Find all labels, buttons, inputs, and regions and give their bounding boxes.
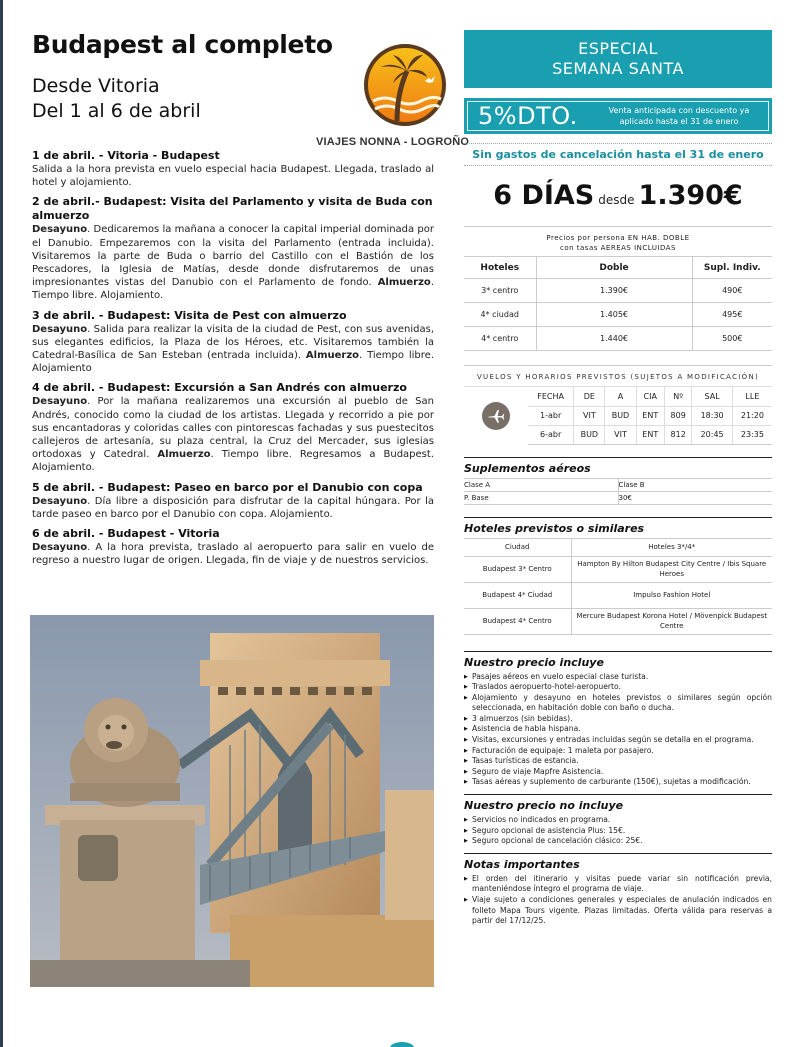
day-description [32, 495, 434, 521]
list-item: ▶ Tasas turísticas de estancia. [464, 756, 772, 767]
flight-date: 6-abr [528, 425, 574, 444]
special-line2: SEMANA SANTA [552, 59, 684, 78]
column-header: CIA [636, 387, 664, 406]
excludes-list [464, 815, 772, 851]
column-header: Supl. Indiv. [692, 257, 772, 279]
day-text: . Por la mañana realizaremos una excursión al pueblo de San Andrés, conocido como la ciudad de los artistas. Llegada y recorrido a pie por sus encantadoras y coloridas calles con pintorescas fachadas y sus puestecitos callejeros de artesanía, su plaza central, la Cruz del Mercader, sus iglesias ortodoxas y Catedral. [32, 396, 434, 461]
flights-section [464, 365, 772, 445]
itinerary-day [32, 381, 434, 474]
table-row [528, 406, 772, 425]
day-title: 6 de abril. - Budapest - Vitoria [32, 527, 220, 541]
day-title: 4 de abril. - Budapest: Excursión a San Andrés con almuerzo [32, 381, 407, 395]
day-description: Salida a la hora prevista en vuelo especial hacia Budapest. Llegada, traslado al hotel y alojamiento. [32, 164, 434, 189]
section-title: Suplementos aéreos [464, 461, 591, 475]
flight-carrier: ENT [636, 406, 664, 425]
flight-from: VIT [574, 406, 605, 425]
flight-from: BUD [574, 425, 605, 444]
table-row [464, 556, 772, 582]
notes-list [464, 874, 772, 931]
day-text: . Dedicaremos la mañana a conocer la capital imperial dominada por el Danubio. Empezaremos con la visita del Parlamento (entrada incluida). Visitaremos la parte de Buda o barrio del Castillo con el Bastión de los Pescadores, la Iglesia de Matías, desde donde disfrutaremos de unas impresionantes vistas del Danubio con el Parlamento de fondo. [32, 224, 434, 289]
from-label: desde [598, 193, 635, 207]
chain-bridge-lion-photo [30, 615, 434, 987]
table-row [464, 491, 772, 504]
supplement-cell: P. Base [464, 491, 618, 504]
column-header: Doble [536, 257, 692, 279]
hotel-category: 4* ciudad [464, 303, 536, 327]
day-text: . Tiempo libre. Alojamiento. [32, 277, 434, 302]
day-description [32, 541, 434, 567]
list-item: ▶ Seguro de viaje Mapfre Asistencia. [464, 767, 772, 778]
meal-label: Desayuno [32, 542, 88, 554]
special-line1: ESPECIAL [578, 39, 658, 58]
day-text: . Día libre a disposición para disfrutar de la capital húngara. Por la tarde paseo en barco por el Danubio con copa. Alojamiento. [32, 495, 434, 520]
table-row [528, 425, 772, 444]
flight-departure: 20:45 [692, 425, 732, 444]
list-item: ▶ Servicios no indicados en programa. [464, 815, 772, 826]
list-item: ▶ Pasajes aéreos en vuelo especial clase turista. [464, 672, 772, 683]
flight-arrival: 21:20 [732, 406, 772, 425]
table-header-row [464, 257, 772, 279]
section-title: Hoteles previstos o similares [464, 521, 645, 535]
page-marker-dot [390, 1042, 414, 1047]
section-title: Nuestro precio no incluye [464, 799, 624, 813]
list-item: ▶ Traslados aeropuerto-hotel-aeropuerto. [464, 682, 772, 693]
itinerary-day [32, 527, 434, 567]
double-price: 1.440€ [536, 327, 692, 351]
supplement-cell: Clase B [618, 478, 772, 491]
hotel-names: Hampton By Hilton Budapest City Centre / Ibis Square Heroes [571, 556, 772, 582]
table-row [464, 608, 772, 634]
hotel-city: Budapest 3* Centro [464, 556, 571, 582]
table-row [464, 279, 772, 303]
flights-body [464, 386, 772, 445]
list-item: ▶ Tasas aéreas y suplemento de carburante (150€), sujetas a modificación. [464, 777, 772, 788]
trip-dates: Del 1 al 6 de abril [32, 100, 201, 122]
palm-tree-sunset-icon [363, 43, 447, 127]
notes-section [464, 853, 772, 931]
hotel-names: Mercure Budapest Korona Hotel / Mövenpick Budapest Centre [571, 608, 772, 634]
right-column [464, 30, 772, 931]
discount-value: 5%DTO. [478, 102, 578, 130]
column-header: FECHA [528, 387, 574, 406]
discount-note [596, 105, 768, 127]
day-title: 3 de abril. - Budapest: Visita de Pest con almuerzo [32, 308, 347, 322]
price-amount: 1.390€ [638, 180, 743, 211]
list-item: ▶ Seguro opcional de cancelación clásico: 25€. [464, 836, 772, 847]
double-price: 1.405€ [536, 303, 692, 327]
supplement-cell: Clase A [464, 478, 618, 491]
flight-carrier: ENT [636, 425, 664, 444]
day-title: 2 de abril.- Budapest: Visita del Parlamento y visita de Buda con almuerzo [32, 195, 433, 223]
trip-subtitle [32, 74, 201, 124]
flight-arrival: 23:35 [732, 425, 772, 444]
column-header: SAL [692, 387, 732, 406]
day-text: . Salida para realizar la visita de la ciudad de Pest, con sus avenidas, sus elegantes edificios, la Plaza de los Héroes, etc. Visitaremos también la Catedral-Basílica de San Esteban (entrada incluida). [32, 323, 434, 362]
section-title: Notas importantes [464, 857, 580, 871]
single-supplement: 495€ [692, 303, 772, 327]
flight-departure: 18:30 [692, 406, 732, 425]
flight-date: 1-abr [528, 406, 574, 425]
column-header: Hoteles 3*/4* [571, 538, 772, 556]
meal-label: Desayuno [32, 495, 88, 507]
column-header: Nº [665, 387, 692, 406]
list-item: ▶ Visitas, excursiones y entradas incluidas según se detalla en el programa. [464, 735, 772, 746]
day-text: . Tiempo libre. Alojamiento [32, 350, 434, 375]
itinerary [32, 149, 434, 573]
supplements-section [464, 457, 772, 505]
price-note-line: Precios por persona EN HAB. DOBLE [546, 234, 690, 242]
dotted-divider [464, 165, 772, 166]
flights-title: VUELOS Y HORARIOS PREVISTOS (SUJETOS A MODIFICACIÓN) [476, 373, 760, 381]
list-item: ▶ Facturación de equipaje: 1 maleta por pasajero. [464, 746, 772, 757]
flights-table [528, 387, 772, 445]
itinerary-day [32, 481, 434, 521]
page-left-border [0, 0, 3, 1047]
excludes-section [464, 794, 772, 851]
meal-label: Desayuno [32, 396, 88, 408]
list-item: ▶ Seguro opcional de asistencia Plus: 15€. [464, 826, 772, 837]
day-description [32, 395, 434, 474]
column-header: LLE [732, 387, 772, 406]
list-item: ▶ Asistencia de habla hispana. [464, 724, 772, 735]
itinerary-day [32, 195, 434, 302]
price-note-line: con tasas AEREAS INCLUIDAS [559, 244, 677, 252]
itinerary-day [32, 149, 434, 189]
column-header: Ciudad [464, 538, 571, 556]
meal-label: Almuerzo [157, 449, 211, 461]
flight-number: 809 [665, 406, 692, 425]
page-title: Budapest al completo [32, 30, 333, 59]
flight-number: 812 [665, 425, 692, 444]
price-headline [464, 180, 772, 220]
single-supplement: 500€ [692, 327, 772, 351]
column-header: Hoteles [464, 257, 536, 279]
hotel-category: 4* centro [464, 327, 536, 351]
hotel-names: Impulso Fashion Hotel [571, 582, 772, 608]
list-item: ▶ 3 almuerzos (sin bebidas). [464, 714, 772, 725]
day-text: . A la hora prevista, traslado al aeropuerto para salir en vuelo de regreso a nuestro lugar de origen. Llegada, fin de viaje y de nuestros servicios. [32, 542, 434, 567]
departure-city: Desde Vitoria [32, 75, 160, 97]
flight-to: BUD [605, 406, 636, 425]
meal-label: Almuerzo [377, 277, 431, 289]
double-price: 1.390€ [536, 279, 692, 303]
flight-to: VIT [605, 425, 636, 444]
single-supplement: 490€ [692, 279, 772, 303]
column-header: DE [574, 387, 605, 406]
price-note [464, 226, 772, 256]
list-item: ▶ El orden del itinerario y visitas puede variar sin notificación previa, manteniéndose íntegro el programa de viaje. [464, 874, 772, 895]
hotel-category: 3* centro [464, 279, 536, 303]
supplements-table [464, 478, 772, 505]
column-header: A [605, 387, 636, 406]
includes-section [464, 651, 772, 793]
meal-label: Desayuno [32, 323, 88, 335]
table-row [464, 303, 772, 327]
day-title: 5 de abril. - Budapest: Paseo en barco por el Danubio con copa [32, 480, 423, 494]
section-title: Nuestro precio incluye [464, 655, 604, 669]
discount-note-line: Venta anticipada con descuento ya [608, 106, 750, 115]
table-header-row [464, 538, 772, 556]
table-row [464, 478, 772, 491]
price-table [464, 256, 772, 351]
day-description [32, 223, 434, 302]
table-header-row [528, 387, 772, 406]
list-item: ▶ Viaje sujeto a condiciones generales y especiales de anulación indicados en folleto Mapa Tours vigente. Plazas limitadas. Oferta válida para reservas a partir del 17/12/25. [464, 895, 772, 927]
hotels-section [464, 517, 772, 635]
day-text: . Tiempo libre. Regresamos a Budapest. Alojamiento. [32, 449, 434, 474]
discount-frame [467, 101, 769, 131]
day-title: 1 de abril. - Vitoria - Budapest [32, 149, 220, 162]
agency-name: VIAJES NONNA - LOGROÑO [316, 136, 470, 148]
discount-note-line: aplicado hasta el 31 de enero [619, 117, 739, 126]
cancellation-note: Sin gastos de cancelación hasta el 31 de enero [472, 148, 764, 161]
supplement-cell: 30€ [618, 491, 772, 504]
hotel-city: Budapest 4* Ciudad [464, 582, 571, 608]
hotels-table [464, 538, 772, 635]
list-item: ▶ Alojamiento y desayuno en hoteles previstos o similares según opción seleccionada, en habitación doble con baño o ducha. [464, 693, 772, 714]
itinerary-day [32, 309, 434, 376]
day-description [32, 323, 434, 376]
special-banner [464, 30, 772, 88]
table-row [464, 327, 772, 351]
hotel-city: Budapest 4* Centro [464, 608, 571, 634]
discount-banner [464, 98, 772, 134]
trip-duration: 6 DÍAS [493, 180, 595, 211]
includes-list [464, 672, 772, 793]
airplane-icon [464, 387, 528, 445]
table-row [464, 582, 772, 608]
meal-label: Desayuno [32, 224, 88, 236]
meal-label: Almuerzo [305, 350, 360, 362]
